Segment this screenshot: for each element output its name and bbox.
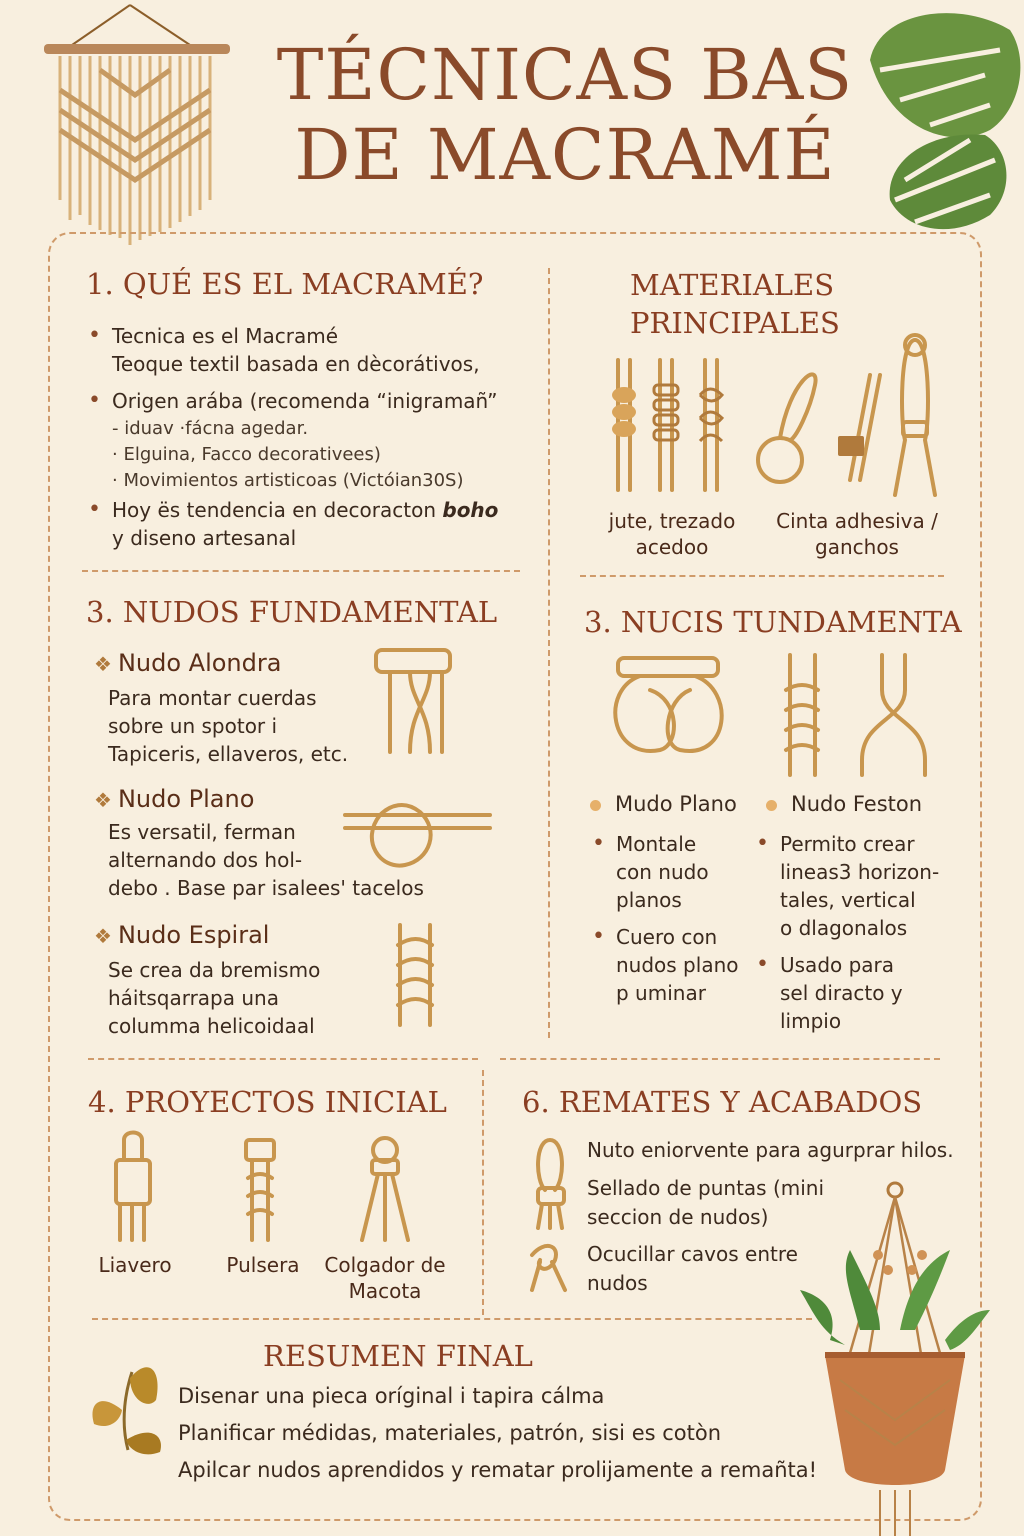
- bullet3-line2: y diseno artesanal: [112, 526, 297, 550]
- knot-espiral-name: Nudo Espiral: [117, 921, 270, 949]
- desc-line: Tapiceris, ellaveros, etc.: [108, 742, 349, 766]
- desc-line: háitsqarrapa una: [108, 986, 279, 1010]
- line: nudos: [587, 1271, 648, 1295]
- line: sel diracto y: [780, 981, 903, 1005]
- knot-plano-name: Nudo Plano: [117, 785, 255, 813]
- line: Ocucillar cavos entre: [587, 1242, 798, 1266]
- summary-heading: RESUMEN FINAL: [263, 1339, 533, 1373]
- line: con nudo: [616, 860, 709, 884]
- project-pulsera: Pulsera: [226, 1253, 300, 1277]
- line: Permito crear: [780, 832, 915, 856]
- materials-heading-line2: PRINCIPALES: [630, 306, 840, 340]
- summary-line-2: Planificar médidas, materiales, patrón, sisi es cotòn: [178, 1421, 722, 1445]
- caption1-line2: acedoo: [635, 535, 709, 559]
- bullet1-line2: Teoque textil basada en dècorátivos,: [112, 352, 480, 376]
- desc-line: debo . Base par isalees' tacelos: [108, 876, 424, 900]
- line: limpio: [780, 1009, 842, 1033]
- line: o dlagonalos: [780, 916, 908, 940]
- desc-line: columma helicoidaal: [108, 1014, 315, 1038]
- label-text: Nudo Feston: [791, 792, 923, 816]
- label-text: Mudo Plano: [615, 792, 737, 816]
- materials-heading-line1: MATERIALES: [630, 268, 835, 302]
- line: nudos plano: [616, 953, 739, 977]
- sub-item: · Elguina, Facco decorativees): [112, 444, 381, 465]
- bullet1-line1: Tecnica es el Macramé: [112, 324, 339, 348]
- sub-item: · Movimientos artisticoas (Victóian30S): [112, 470, 464, 491]
- line: Montale: [616, 832, 697, 856]
- line: Sellado de puntas (mini: [587, 1176, 825, 1200]
- desc-line: sobre un spotor i: [108, 714, 278, 738]
- knot-bullet-icon: ❖: [94, 788, 112, 812]
- line: planos: [616, 888, 682, 912]
- line: Cuero con: [616, 925, 718, 949]
- title-line-1: TÉCNICAS BAS: [276, 34, 854, 116]
- caption2-line2: ganchos: [815, 535, 899, 559]
- summary-line-3: Apilcar nudos aprendidos y rematar prolijamente a remañta!: [178, 1458, 818, 1482]
- project-llavero: Liavero: [98, 1253, 172, 1277]
- line: lineas3 horizon-: [780, 860, 940, 884]
- line: p uminar: [616, 981, 706, 1005]
- section3b-heading: 3. NUCIS TUNDAMENTA: [584, 605, 962, 639]
- bullet2-text: Origen arába (recomenda “inigramañ”: [112, 389, 498, 413]
- desc-line: Se crea da bremismo: [108, 958, 321, 982]
- line: Usado para: [780, 953, 895, 977]
- section4-heading: 4. PROYECTOS INICIAL: [88, 1085, 447, 1119]
- desc-line: Para montar cuerdas: [108, 686, 317, 710]
- bullet3-emphasis: boho: [442, 498, 499, 522]
- desc-line: Es versatil, ferman: [108, 820, 296, 844]
- knot-alondra-name: Nudo Alondra: [117, 649, 282, 677]
- section6-heading: 6. REMATES Y ACABADOS: [522, 1085, 923, 1119]
- finishing-item-1: Nuto eniorvente para agurprar hilos.: [587, 1138, 954, 1162]
- summary-line-1: Disenar una pieca oríginal i tapira cálma: [178, 1384, 605, 1408]
- desc-line: alternando dos hol-: [108, 848, 303, 872]
- project-colgador: Colgador de Macota: [324, 1253, 446, 1303]
- section3a-heading: 3. NUDOS FUNDAMENTAL: [86, 595, 498, 629]
- title-line-2: DE MACRAMÉ: [294, 114, 836, 196]
- line: tales, vertical: [780, 888, 916, 912]
- knot-bullet-icon: ❖: [94, 924, 112, 948]
- bullet3-line1: Hoy ës tendencia en decoracton: [112, 498, 437, 522]
- line: seccion de nudos): [587, 1205, 769, 1229]
- caption1-line1: jute, trezado: [608, 509, 736, 533]
- caption2-line1: Cinta adhesiva /: [776, 509, 938, 533]
- sub-item: - iduav ·fácna agedar.: [112, 418, 309, 439]
- knot-bullet-icon: ❖: [94, 652, 112, 676]
- section1-heading: 1. QUÉ ES EL MACRAMÉ?: [86, 267, 484, 301]
